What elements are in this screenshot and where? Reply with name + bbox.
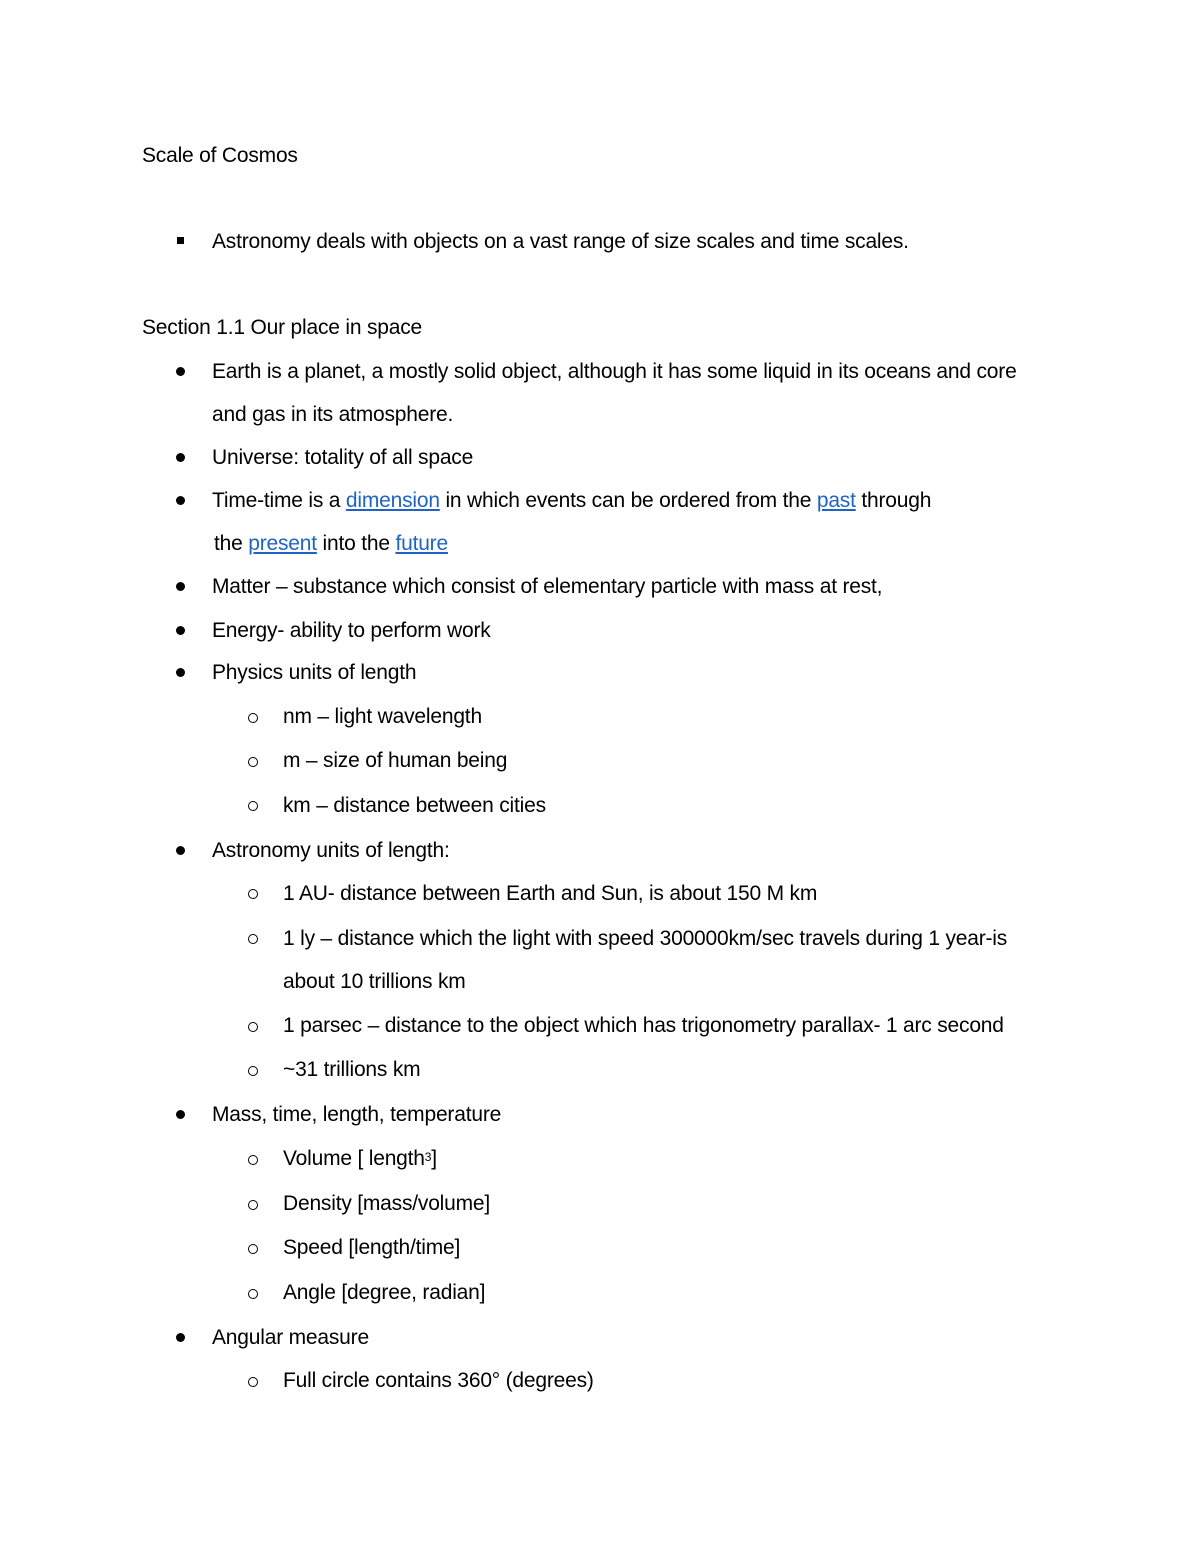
disc-bullet-icon xyxy=(176,582,185,591)
circle-bullet-icon xyxy=(248,1022,258,1032)
link-past[interactable]: past xyxy=(816,489,856,512)
angular-full-circle: Full circle contains 360° (degrees) xyxy=(283,1369,594,1392)
astronomy-unit-approx: ~31 trillions km xyxy=(283,1058,421,1081)
circle-bullet-icon xyxy=(248,1244,258,1254)
physics-unit-item: nm – light wavelength xyxy=(283,705,482,728)
section-heading: Section 1.1 Our place in space xyxy=(142,316,423,339)
physics-unit-item: m – size of human being xyxy=(283,749,508,772)
quantities-label: Mass, time, length, temperature xyxy=(212,1103,502,1126)
circle-bullet-icon xyxy=(248,934,258,944)
astronomy-unit-ly-line1: 1 ly – distance which the light with speed 300000km/sec travels during 1 year-is xyxy=(283,927,1008,950)
astronomy-unit-ly-line2: about 10 trillions km xyxy=(283,970,466,993)
astronomy-unit-au: 1 AU- distance between Earth and Sun, is about 150 M km xyxy=(283,882,818,905)
astronomy-unit-parsec: 1 parsec – distance to the object which has trigonometry parallax- 1 arc second xyxy=(283,1014,1004,1037)
disc-bullet-icon xyxy=(176,367,185,376)
time-text-line2: the present into the future xyxy=(214,532,448,555)
disc-bullet-icon xyxy=(176,1110,185,1119)
circle-bullet-icon xyxy=(248,801,258,811)
disc-bullet-icon xyxy=(176,453,185,462)
disc-bullet-icon xyxy=(176,846,185,855)
document-title: Scale of Cosmos xyxy=(142,144,298,167)
physics-units-label: Physics units of length xyxy=(212,661,417,684)
time-text-line1: Time-time is a dimension in which events can be ordered from the past through xyxy=(212,489,932,512)
angular-label: Angular measure xyxy=(212,1326,369,1349)
circle-bullet-icon xyxy=(248,1066,258,1076)
circle-bullet-icon xyxy=(248,1200,258,1210)
earth-text-line2: and gas in its atmosphere. xyxy=(212,403,454,426)
link-dimension[interactable]: dimension xyxy=(345,489,440,512)
disc-bullet-icon xyxy=(176,626,185,635)
intro-bullet-text: Astronomy deals with objects on a vast range of size scales and time scales. xyxy=(212,230,909,253)
energy-text: Energy- ability to perform work xyxy=(212,619,491,642)
physics-unit-item: km – distance between cities xyxy=(283,794,546,817)
disc-bullet-icon xyxy=(176,496,185,505)
circle-bullet-icon xyxy=(248,889,258,899)
earth-text-line1: Earth is a planet, a mostly solid object, although it has some liquid in its oceans and core xyxy=(212,360,1017,383)
circle-bullet-icon xyxy=(248,1289,258,1299)
link-present[interactable]: present xyxy=(248,532,317,555)
quantity-speed: Speed [length/time] xyxy=(283,1236,461,1259)
circle-bullet-icon xyxy=(248,1377,258,1387)
circle-bullet-icon xyxy=(248,713,258,723)
matter-text: Matter – substance which consist of elementary particle with mass at rest, xyxy=(212,575,883,598)
quantity-angle: Angle [degree, radian] xyxy=(283,1281,486,1304)
disc-bullet-icon xyxy=(176,668,185,677)
astronomy-units-label: Astronomy units of length: xyxy=(212,839,450,862)
universe-text: Universe: totality of all space xyxy=(212,446,474,469)
circle-bullet-icon xyxy=(248,1155,258,1165)
square-bullet-icon xyxy=(177,237,184,244)
disc-bullet-icon xyxy=(176,1333,185,1342)
quantity-density: Density [mass/volume] xyxy=(283,1192,491,1215)
circle-bullet-icon xyxy=(248,757,258,767)
link-future[interactable]: future xyxy=(395,532,448,555)
quantity-volume: Volume [ length$^3$] xyxy=(283,1147,437,1170)
